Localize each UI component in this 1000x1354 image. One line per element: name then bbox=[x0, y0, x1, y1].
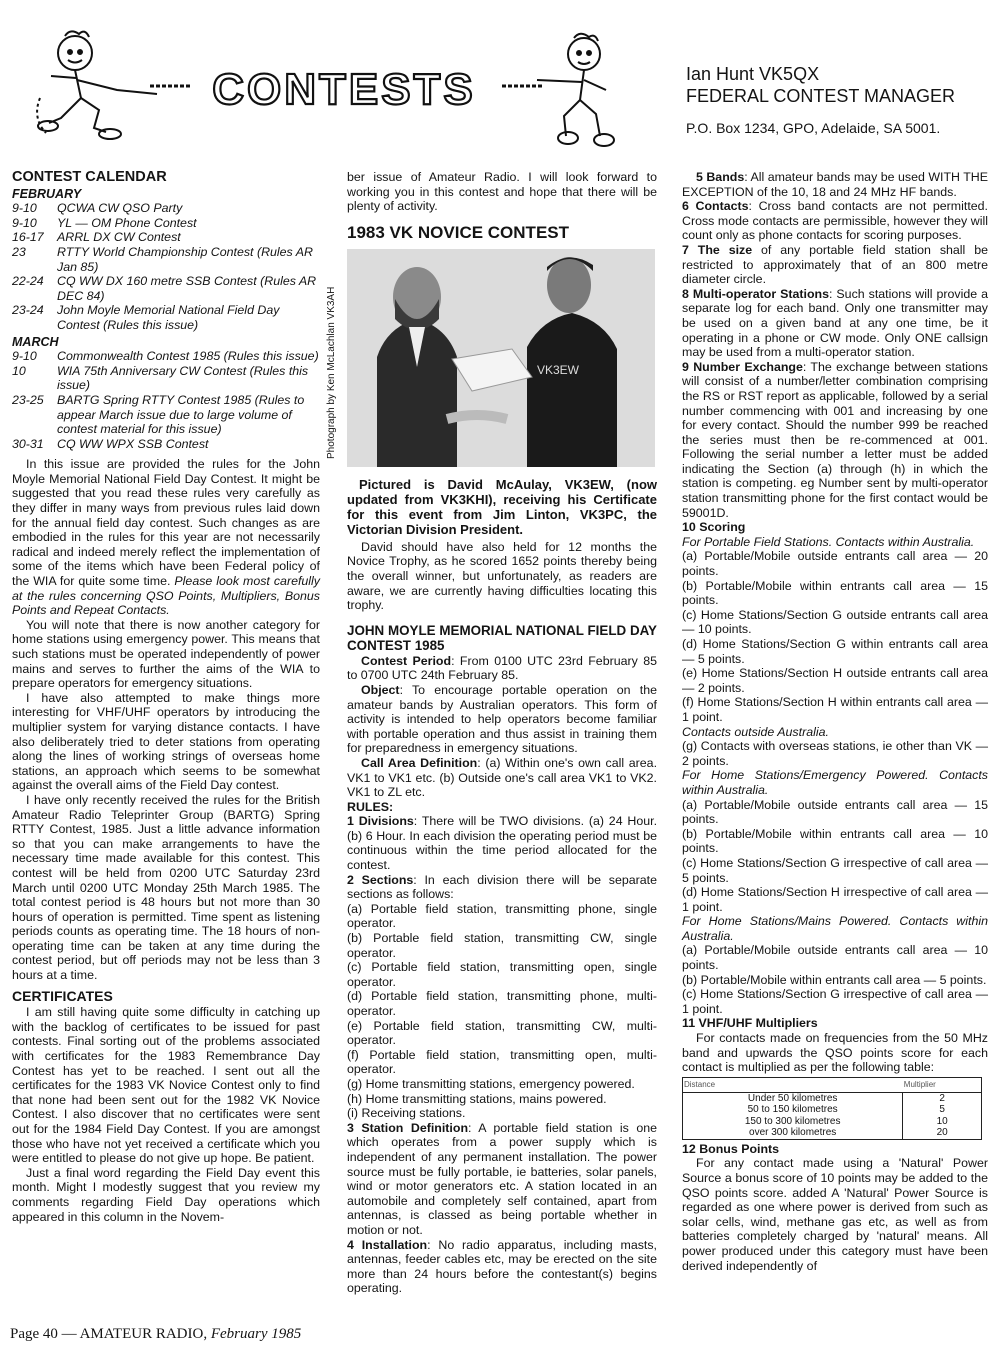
calendar-entry bbox=[12, 201, 320, 216]
calendar-date: 23 bbox=[12, 244, 26, 259]
list-item: (a) Portable/Mobile outside entrants call area — 20 points. bbox=[682, 549, 988, 579]
table-cell: 10 bbox=[936, 1115, 948, 1127]
calendar-event: Commonwealth Contest 1985 (Rules this issue) bbox=[57, 349, 319, 364]
cartoon-boy-left-icon bbox=[30, 28, 160, 148]
column-1 bbox=[12, 170, 320, 1224]
calendar-event: BARTG Spring RTTY Contest 1985 (Rules to appear March issue due to large volume of contest material for this issue) bbox=[57, 392, 305, 437]
table-cell: 50 to 150 kilometres bbox=[683, 1104, 903, 1116]
photo-caption: Pictured is David McAulay, VK3EW, (now updated from VK3KHI), receiving his Certificate for this event from Jim Linton, VK3PC, the Victorian Division President. bbox=[347, 476, 657, 537]
page-footer: Page 40 — AMATEUR RADIO, February 1985 bbox=[10, 1326, 302, 1342]
table-cell: 20 bbox=[936, 1127, 948, 1139]
list-item: (a) Portable/Mobile outside entrants call area — 15 points. bbox=[682, 797, 988, 827]
table-cell: 2 bbox=[939, 1092, 945, 1104]
list-item: (b) Portable/Mobile within entrants call area — 10 points. bbox=[682, 826, 988, 856]
calendar-event: ARRL DX CW Contest bbox=[57, 230, 181, 245]
calendar-title: CONTEST CALENDAR bbox=[12, 169, 167, 185]
paragraph: I have only recently received the rules for the British Amateur Radio Teleprinter Group (BARTG) Spring RTTY Contest, 1985. Just a little advance information so that you can make arrangements to have the necessary time made available for this contest. This contest will be held from 0200 UTC Saturday 23rd March until 0200 UTC Monday 25th March 1985. The total contest period is 48 hours but not more than 30 hours of operation is permitted. Time spent as listening periods counts as operating time. The 18 hours of non-operating time can be taken at any time during the contest period, but off periods may not be less than 3 hours at a time. bbox=[12, 792, 320, 983]
paragraph: I am still having quite some difficulty in catching up with the backlog of certificates to be issued for past contests. Final sorting out of the problems associated with certificates for the 1983 Remembrance Day Contest has yet to be reached. I sent out all the certificates for the 1983 VK Novice Contest only to find that none had been sent out for the 1982 VK Novice Contest. I also discover that no certificates were sent out for the 1984 Field Day Contest. If you are amongst those who have not yet received a certificate which you were entitled to please do not give up hope. Be patient. bbox=[12, 1005, 320, 1166]
calendar-event: QCWA CW QSO Party bbox=[57, 201, 183, 216]
calendar-feb-list bbox=[12, 201, 320, 332]
list-item: (d) Home Stations/Section H irrespective of call area — 1 point. bbox=[682, 885, 988, 914]
table-row bbox=[683, 1104, 982, 1116]
table-row bbox=[683, 1116, 982, 1128]
paragraph: You will note that there is now another category for home stations using emergency power. This means that such stations must be operated independently of power mains and serves to further the aims of the WIA to prepare operators for emergency situations. bbox=[12, 617, 320, 691]
calendar-entry bbox=[12, 364, 320, 393]
table-cell: Under 50 kilometres bbox=[683, 1092, 903, 1104]
calendar-month-march: MARCH bbox=[12, 334, 59, 349]
field-day-heading: JOHN MOYLE MEMORIAL NATIONAL FIELD DAY CONTEST 1985 bbox=[347, 622, 657, 654]
list-item: (e) Portable field station, transmitting CW, multi-operator. bbox=[347, 1018, 657, 1048]
rope-icon bbox=[150, 78, 190, 88]
multiplier-table bbox=[682, 1077, 982, 1140]
calendar-entry bbox=[12, 274, 320, 303]
calendar-event: YL — OM Phone Contest bbox=[57, 215, 197, 230]
calendar-entry bbox=[12, 393, 320, 437]
calendar-date: 16-17 bbox=[12, 230, 44, 245]
photo bbox=[347, 249, 655, 467]
table-row bbox=[683, 1127, 982, 1139]
list-item: (a) Portable/Mobile outside entrants call area — 10 points. bbox=[682, 943, 988, 973]
calendar-date: 22-24 bbox=[12, 274, 44, 289]
photo-block bbox=[326, 249, 657, 471]
table-header: Multiplier bbox=[903, 1077, 982, 1092]
table-cell: over 300 kilometres bbox=[683, 1127, 903, 1139]
calendar-entry bbox=[12, 349, 320, 364]
calendar-entry bbox=[12, 245, 320, 274]
list-item: (e) Home Stations/Section H outside entrants call area — 2 points. bbox=[682, 666, 988, 695]
sections-list bbox=[347, 902, 657, 1121]
calendar-date: 23-25 bbox=[12, 392, 44, 407]
table-cell: 150 to 300 kilometres bbox=[683, 1116, 903, 1128]
list-item: (b) Portable/Mobile within entrants call area — 5 points. bbox=[682, 972, 987, 987]
certificates-heading: CERTIFICATES bbox=[12, 987, 113, 1004]
calendar-event: CQ WW DX 160 metre SSB Contest (Rules AR DEC 84) bbox=[57, 274, 317, 303]
table-header: Distance bbox=[683, 1077, 903, 1092]
photo-credit: Photograph by Ken McLachlan VK3AH bbox=[326, 286, 337, 459]
list-item: (a) Portable field station, transmitting phone, single operator. bbox=[347, 901, 657, 931]
list-item: (c) Home Stations/Section G irrespective of call area — 1 point. bbox=[682, 987, 988, 1016]
list-item: (d) Portable field station, transmitting phone, multi-operator. bbox=[347, 989, 657, 1018]
rules-heading: RULES: bbox=[347, 799, 394, 814]
list-item: (d) Home Stations/Section G within entrants call area — 5 points. bbox=[682, 637, 988, 666]
calendar-date: 9-10 bbox=[12, 349, 37, 364]
list-item: (b) Portable/Mobile within entrants call area — 15 points. bbox=[682, 578, 988, 608]
novice-contest-heading: 1983 VK NOVICE CONTEST bbox=[347, 222, 570, 242]
list-item: (c) Portable field station, transmitting open, single operator. bbox=[347, 960, 657, 989]
list-item: (i) Receiving stations. bbox=[347, 1106, 466, 1121]
manager-name: Ian Hunt VK5QX bbox=[686, 64, 820, 84]
calendar-date: 10 bbox=[12, 363, 26, 378]
calendar-date: 30-31 bbox=[12, 436, 44, 451]
calendar-event: RTTY World Championship Contest (Rules AR Jan 85) bbox=[57, 244, 313, 274]
scoring-heading: 10 Scoring bbox=[682, 520, 746, 535]
scoring-mains-list bbox=[682, 943, 988, 1016]
column-2: ber issue of Amateur Radio. I will look forward to working you in this contest and hope that there will be plenty of activity. 1983 VK NOVICE CONTEST Photograph by Ken McLachlan VK3AH VK3EW Pictured is David McAulay, VK3EW, (now updated from VK3KHI), receiving his Certificate for this event from Jim Linton, VK3PC, the Victorian Division President. David should have also held for 12 months the Novice Trophy, as he scored 1652 points thereby being the overall winner, but unfortunately, as readers are aware, we are currently having difficulties locating this trophy. JOHN MOYLE MEMORIAL NATIONAL FIELD DAY CONTEST 1985 Contest Period: From 0100 UTC 23rd February 85 to 0700 UTC 24th February 85. Object: To encourage portable operation on the amateur bands by Australian operators. This form of activity is intended to help operators become familiar with portable operation and thus assist in training them for preparedness in emergency situations. Call Area Definition: (a) Within one's own call area. VK1 to VK1 etc. (b) Outside one's call area VK1 to VK2. VK1 to ZL etc. RULES: 1 Divisions: There will be TWO divisions. (a) 24 Hour. (b) 6 Hour. In each division the operating period must be continuous within the time period allocated for the contest. 2 Sections: In each division there will be separate sections as follows: (a) Portable field station, transmitting phone, single operator. (b) Portable field station, transmitting CW, single operator. (c) Portable field station, transmitting open, single operator. (d) Portable field station, transmitting phone, multi-operator. (e) Portable field station, transmitting CW, multi-operator. (f) Portable field station, transmitting open, multi-operator. (g) Home transmitting stations, emergency powered. (h) Home transmitting stations, mains powered. (i) Receiving stations. 3 Station Definition: A portable field station is one which operates from a power supply which is independent of any permanent installation. The power source must be fully portable, ie batteries, solar panels, wind or motor generators etc. A station located in an automobile and completely self contained, apart from antennas, is classed as being portable whether in motion or not. 4 Installation: No radio apparatus, including masts, antennas, feeder cables etc, may be erected on the site more than 24 hours before the contestant(s) begins operating. bbox=[326, 170, 658, 1296]
table-row bbox=[683, 1092, 982, 1104]
column-3: 5 Bands: All amateur bands may be used WITH THE EXCEPTION of the 10, 18 and 24 MHz HF bands. 6 Contacts: Cross band contacts are not permitted. Cross mode contacts are permissible, however they will count only as phone contacts for scoring purposes. 7 The size of any portable field station shall be restricted to approximately that of an 800 metre diameter circle. 8 Multi-operator Stations: Such stations will provide a separate log for each band. Only one transmitter may be used on a given band at any one time, be it operating in a phone or CW mode. Only ONE callsign may be used from a multi-operator station. 9 Number Exchange: The exchange between stations will consist of a number/letter combination comprising the RS or RST report as applicable, followed by a serial number commencing with 001 and increasing by one for every contact. Should the number 999 be reached the series must then be re-commenced at 001. Following the serial number a letter must be added indicating the Section (a) through (h) in which the station is competing. eg Number sent by multi-operator station transmitting phone for the first contact would be 59001D. 10 Scoring For Portable Field Stations. Contacts within Australia. (a) Portable/Mobile outside entrants call area — 20 points. (b) Portable/Mobile within entrants call area — 15 points. (c) Home Stations/Section G outside entrants call area — 10 points. (d) Home Stations/Section G within entrants call area — 5 points. (e) Home Stations/Section H outside entrants call area — 2 points. (f) Home Stations/Section H within entrants call area — 1 point. Contacts outside Australia. (g) Contacts with overseas stations, ie other than VK — 2 points. For Home Stations/Emergency Powered. Contacts within Australia. (a) Portable/Mobile outside entrants call area — 15 points. (b) Portable/Mobile within entrants call area — 10 points. (c) Home Stations/Section G irrespective of call area — 5 points. (d) Home Stations/Section H irrespective of call area — 1 point. For Home Stations/Mains Powered. Contacts within Australia. (a) Portable/Mobile outside entrants call area — 10 points. (b) Portable/Mobile within entrants call area — 5 points. (c) Home Stations/Section G irrespective of call area — 1 point. 11 VHF/UHF Multipliers For contacts made on frequencies from the 50 MHz band and upwards the QSO points score for each contact is multiplied as per the following table: Distance Multiplier Under 50 kilometres 2 50 to 150 kilometres 5 150 to 300 kilometres 10 over 300 kilometres 20 12 Bonus Points For any contact made using a 'Natural' Power Source a bonus score of 10 points may be added to the QSO points score. added A 'Natural' Power Source is regarded as one where power is derived from such as solar cells, wind, methane gas etc, as well as from batteries completely charged by 'natural' means. All power produced under this category must have been derived independently of bbox=[682, 170, 988, 1273]
calendar-mar-list bbox=[12, 349, 320, 451]
manager-address: P.O. Box 1234, GPO, Adelaide, SA 5001. bbox=[686, 120, 941, 136]
calendar-entry bbox=[12, 437, 320, 452]
calendar-date: 9-10 bbox=[12, 201, 37, 216]
manager-title: FEDERAL CONTEST MANAGER bbox=[686, 86, 956, 106]
calendar-entry bbox=[12, 216, 320, 231]
banner-title: CONTESTS bbox=[212, 65, 476, 114]
calendar-event: CQ WW WPX SSB Contest bbox=[57, 436, 209, 451]
table-cell: 5 bbox=[939, 1104, 945, 1116]
calendar-event: WIA 75th Anniversary CW Contest (Rules this issue) bbox=[57, 363, 309, 393]
paragraph: David should have also held for 12 months the Novice Trophy, as he scored 1652 points thereby being the overall winner, but unfortunately, as readers are aware, we are currently having difficulties locating this trophy. bbox=[347, 539, 657, 613]
paragraph: Just a final word regarding the Field Day event this month. Might I modestly suggest that you review my comments regarding Field Day operations which appeared in this column in the Novem- bbox=[12, 1165, 320, 1224]
list-item: (g) Home transmitting stations, emergency powered. bbox=[347, 1076, 635, 1091]
scoring-emergency-list bbox=[682, 798, 988, 915]
calendar-entry bbox=[12, 303, 320, 332]
cartoon-boy-right-icon bbox=[532, 32, 632, 152]
paragraph: ber issue of Amateur Radio. I will look forward to working you in this contest and hope that there will be plenty of activity. bbox=[347, 170, 657, 214]
intro-paragraph: In this issue are provided the rules for the John Moyle Memorial National Field Day Contest. It might be suggested that you read these rules very carefully as they differ in many ways from previous rules laid down for the annual field day contest. Such changes as are embodied in the rules for this year are not necessarily radical and indeed merely reflect the implementation of some of the items which have been Federal policy of the WIA for quite some time. Please look most carefully at the rules concerning QSO Points, Multipliers, Bonus Points and Repeat Contacts. bbox=[12, 457, 320, 618]
list-item: (h) Home transmitting stations, mains powered. bbox=[347, 1091, 607, 1106]
list-item: (c) Home Stations/Section G outside entrants call area — 10 points. bbox=[682, 607, 988, 637]
list-item: (f) Portable field station, transmitting open, multi-operator. bbox=[347, 1047, 657, 1077]
list-item: (f) Home Stations/Section H within entrants call area — 1 point. bbox=[682, 695, 988, 724]
calendar-event: John Moyle Memorial National Field Day Contest (Rules this issue) bbox=[57, 303, 280, 332]
paragraph: I have also attempted to make things more interesting for VHF/UHF operators by introducing the multiplier system for varying distance contacts. I have also deliberately tried to deter stations from operating along the lines of working strings of overseas home stations, an approach which seems to be somewhat against the overall aims of the Field Day contest. bbox=[12, 690, 320, 793]
calendar-month-february: FEBRUARY bbox=[12, 186, 82, 201]
list-item: (b) Portable field station, transmitting CW, single operator. bbox=[347, 931, 657, 960]
calendar-date: 9-10 bbox=[12, 215, 37, 230]
contests-banner bbox=[186, 54, 502, 124]
list-item: (c) Home Stations/Section G irrespective of call area — 5 points. bbox=[682, 855, 988, 885]
scoring-portable-list bbox=[682, 549, 988, 724]
calendar-date: 23-24 bbox=[12, 303, 44, 318]
shirt-callsign: VK3EW bbox=[537, 362, 580, 377]
calendar-entry bbox=[12, 230, 320, 245]
